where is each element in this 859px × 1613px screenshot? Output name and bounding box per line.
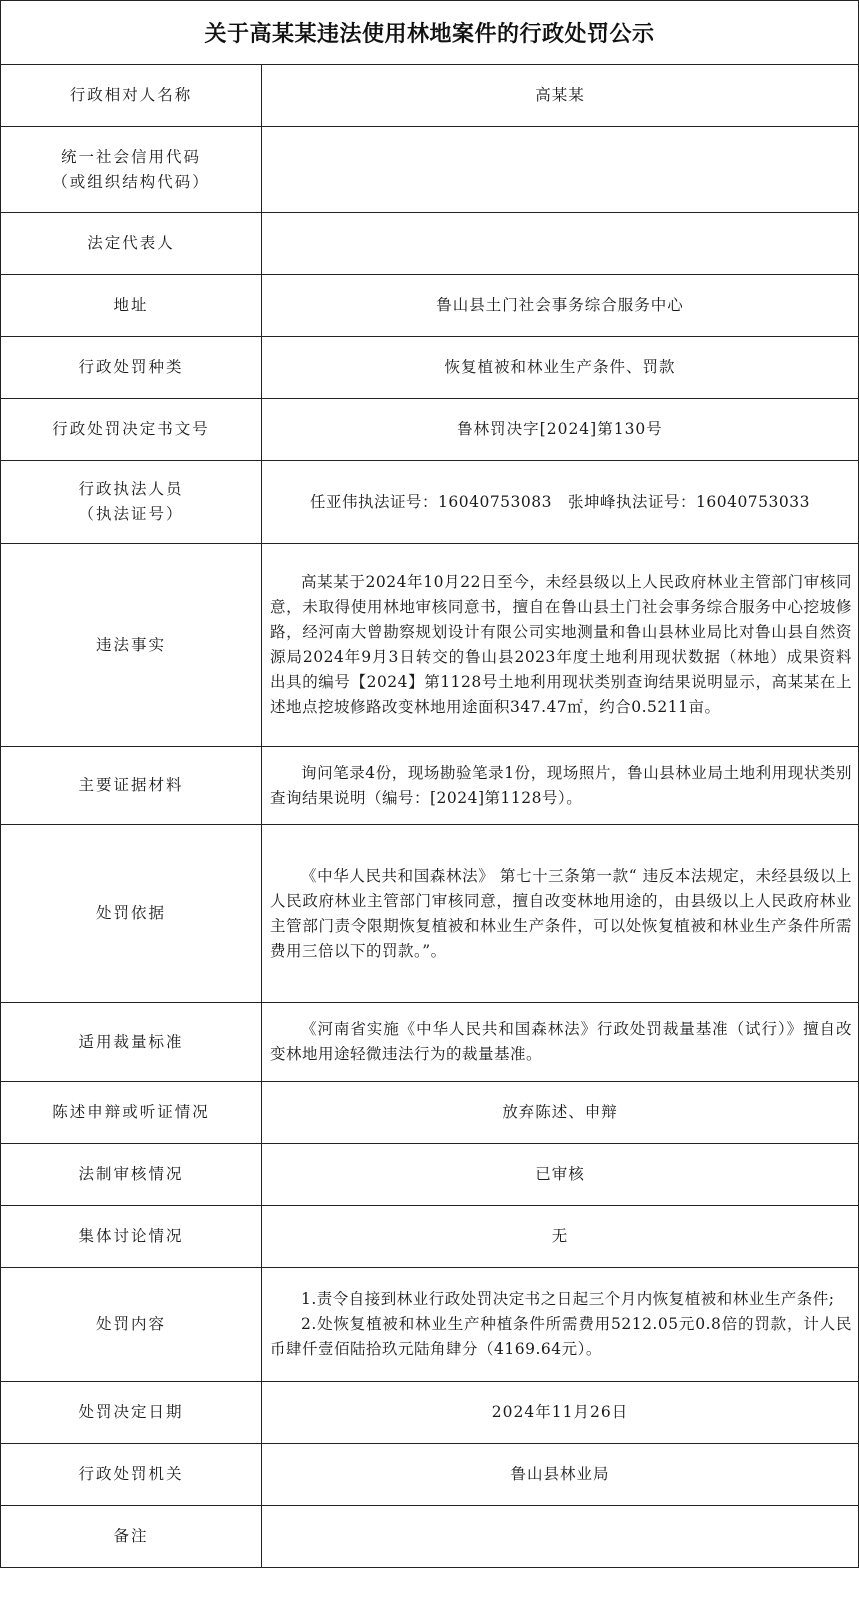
field-value	[262, 544, 859, 747]
field-label: 行政处罚决定书文号	[1, 399, 262, 461]
table-row	[1, 127, 859, 213]
table-row	[1, 1506, 859, 1568]
field-label	[1, 127, 262, 213]
field-value: 鲁山县林业局	[262, 1444, 859, 1506]
field-value	[262, 127, 859, 213]
table-row	[1, 1144, 859, 1206]
field-label-line: （或组织结构代码）	[52, 172, 210, 191]
table-row	[1, 1206, 859, 1268]
field-label: 陈述申辩或听证情况	[1, 1082, 262, 1144]
table-row	[1, 461, 859, 544]
field-value	[262, 747, 859, 825]
field-value: 2024年11月26日	[262, 1382, 859, 1444]
table-row	[1, 1082, 859, 1144]
field-value: 无	[262, 1206, 859, 1268]
field-label: 行政处罚机关	[1, 1444, 262, 1506]
document-title: 关于高某某违法使用林地案件的行政处罚公示	[0, 0, 859, 64]
field-label-line: 行政执法人员	[78, 480, 184, 498]
field-label: 行政处罚种类	[1, 337, 262, 399]
field-label: 集体讨论情况	[1, 1206, 262, 1268]
field-value: 鲁林罚决字[2024]第130号	[262, 399, 859, 461]
field-value: 任亚伟执法证号：16040753083 张坤峰执法证号：16040753033	[262, 461, 859, 544]
field-value: 恢复植被和林业生产条件、罚款	[262, 337, 859, 399]
violation-facts-text: 高某某于2024年10月22日至今，未经县级以上人民政府林业主管部门审核同意，未取得使用林地审核同意书，擅自在鲁山县土门社会事务综合服务中心挖坡修路，经河南大曾勘察规划设计有限公司实地测量和鲁山县林业局比对鲁山县自然资源局2024年9月3日转交的鲁山县2023年度土地利用现状数据（林地）成果资料出具的编号【2024】第1128号土地利用现状类别查询结果说明显示，高某某在上述地点挖坡修路改变林地用途面积347.47㎡，约合0.5211亩。	[270, 573, 852, 716]
field-value: 放弃陈述、申辩	[262, 1082, 859, 1144]
penalty-info-table	[0, 64, 859, 1568]
field-value	[262, 1268, 859, 1382]
table-row	[1, 399, 859, 461]
field-label: 处罚决定日期	[1, 1382, 262, 1444]
table-row	[1, 747, 859, 825]
evidence-text: 询问笔录4份，现场勘验笔录1份，现场照片，鲁山县林业局土地利用现状类别查询结果说明（编号：[2024]第1128号）。	[270, 763, 852, 807]
field-label: 主要证据材料	[1, 747, 262, 825]
table-row	[1, 275, 859, 337]
field-value: 已审核	[262, 1144, 859, 1206]
penalty-basis-text: 《中华人民共和国森林法》 第七十三条第一款“ 违反本法规定，未经县级以上人民政府林业主管部门审核同意，擅自改变林地用途的，由县级以上人民政府林业主管部门责令限期恢复植被和林业生产条件，可以处恢复植被和林业生产条件所需费用三倍以下的罚款。”。	[270, 866, 852, 960]
field-label: 行政相对人名称	[1, 65, 262, 127]
field-value: 鲁山县土门社会事务综合服务中心	[262, 275, 859, 337]
table-row	[1, 544, 859, 747]
field-value	[262, 213, 859, 275]
table-row	[1, 825, 859, 1003]
field-label: 法定代表人	[1, 213, 262, 275]
field-label	[1, 461, 262, 544]
field-value	[262, 825, 859, 1003]
field-label-line: （执法证号）	[78, 505, 184, 523]
field-label: 违法事实	[1, 544, 262, 747]
penalty-item-2: 2.处恢复植被和林业生产种植条件所需费用5212.05元0.8倍的罚款，计人民币肆仟壹佰陆拾玖元陆角肆分（4169.64元）。	[270, 1315, 852, 1358]
field-label: 适用裁量标准	[1, 1003, 262, 1082]
field-value	[262, 1003, 859, 1082]
field-value	[262, 1506, 859, 1568]
table-row	[1, 65, 859, 127]
field-label-line: 统一社会信用代码	[60, 147, 201, 166]
field-label: 法制审核情况	[1, 1144, 262, 1206]
table-row	[1, 1444, 859, 1506]
table-row	[1, 1382, 859, 1444]
field-value: 高某某	[262, 65, 859, 127]
table-row	[1, 1003, 859, 1082]
penalty-item-1: 1.责令自接到林业行政处罚决定书之日起三个月内恢复植被和林业生产条件;	[301, 1290, 835, 1308]
field-label: 处罚内容	[1, 1268, 262, 1382]
table-row	[1, 213, 859, 275]
field-label: 地址	[1, 275, 262, 337]
discretion-standard-text: 《河南省实施《中华人民共和国森林法》行政处罚裁量基准（试行）》擅自改变林地用途轻微违法行为的裁量基准。	[270, 1020, 852, 1063]
field-label: 备注	[1, 1506, 262, 1568]
field-label: 处罚依据	[1, 825, 262, 1003]
table-row	[1, 337, 859, 399]
table-row	[1, 1268, 859, 1382]
